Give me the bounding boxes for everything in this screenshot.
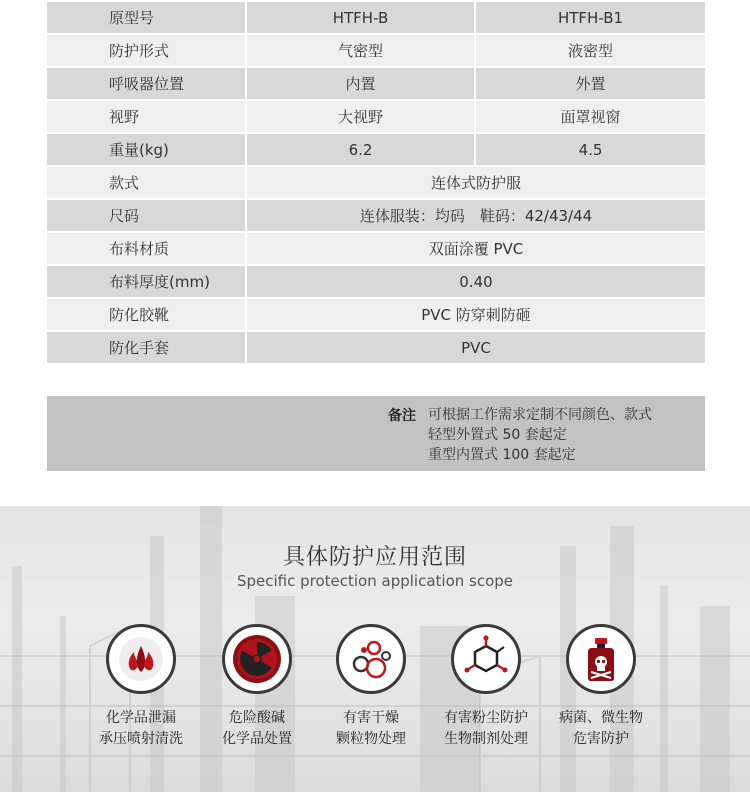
radiation-icon — [222, 624, 292, 694]
row-label: 原型号 — [47, 2, 247, 35]
label-line: 危害防护 — [573, 731, 629, 747]
scope-item-label — [81, 708, 201, 750]
row-label: 尺码 — [47, 200, 247, 233]
cell-value: 连体式防护服 — [247, 167, 705, 200]
molecule-icon — [451, 624, 521, 694]
bubbles-icon — [336, 624, 406, 694]
table-row — [47, 200, 705, 233]
note-line: 重型内置式 100 套起定 — [428, 447, 576, 463]
scope-item — [81, 624, 201, 750]
scope-item — [541, 624, 661, 750]
label-line: 生物制剂处理 — [444, 731, 528, 747]
cell-value: 双面涂覆 PVC — [247, 233, 705, 266]
label-line: 颗粒物处理 — [336, 731, 406, 747]
application-scope-section — [0, 506, 750, 792]
cell-value: 液密型 — [476, 35, 705, 68]
table-row — [47, 68, 705, 101]
row-label: 重量(kg) — [47, 134, 247, 167]
row-label: 防化胶靴 — [47, 299, 247, 332]
scope-item-label — [311, 708, 431, 750]
label-line: 承压喷射清洗 — [99, 731, 183, 747]
note-line: 可根据工作需求定制不同颜色、款式 — [428, 407, 652, 423]
section-subtitle: Specific protection application scope — [236, 572, 514, 590]
flame-drops-icon — [106, 624, 176, 694]
note-lines — [428, 405, 652, 465]
table-row — [47, 167, 705, 200]
row-label: 防化手套 — [47, 332, 247, 365]
table-row — [47, 266, 705, 299]
label-line: 化学品处置 — [222, 731, 292, 747]
row-label: 布料厚度(mm) — [47, 266, 247, 299]
cell-value: PVC 防穿刺防砸 — [247, 299, 705, 332]
table-row — [47, 2, 705, 35]
table-row — [47, 134, 705, 167]
table-row — [47, 101, 705, 134]
row-label: 款式 — [47, 167, 247, 200]
cell-value: 面罩视窗 — [476, 101, 705, 134]
cell-value: 4.5 — [476, 134, 705, 167]
table-row — [47, 299, 705, 332]
table-row — [47, 35, 705, 68]
label-line: 病菌、微生物 — [559, 710, 643, 726]
cell-value: 气密型 — [247, 35, 476, 68]
cell-value: 0.40 — [247, 266, 705, 299]
cell-value: PVC — [247, 332, 705, 365]
scope-item-label — [197, 708, 317, 750]
scope-item-label — [541, 708, 661, 750]
spec-table — [47, 2, 705, 365]
label-line: 有害粉尘防护 — [444, 710, 528, 726]
scope-item — [311, 624, 431, 750]
note-box — [47, 396, 705, 471]
label-line: 化学品泄漏 — [106, 710, 176, 726]
label-line: 有害干燥 — [343, 710, 399, 726]
section-title: 具体防护应用范围 — [282, 545, 467, 570]
row-label: 呼吸器位置 — [47, 68, 247, 101]
cell-value: 大视野 — [247, 101, 476, 134]
label-line: 危险酸碱 — [229, 710, 285, 726]
cell-value: 内置 — [247, 68, 476, 101]
scope-item-label — [426, 708, 546, 750]
poison-bottle-icon — [566, 624, 636, 694]
row-label: 视野 — [47, 101, 247, 134]
note-line: 轻型外置式 50 套起定 — [428, 427, 567, 443]
cell-value: 连体服装：均码 鞋码：42/43/44 — [247, 200, 705, 233]
note-title: 备注 — [388, 408, 416, 424]
cell-value: 外置 — [476, 68, 705, 101]
scope-item — [197, 624, 317, 750]
row-label: 布料材质 — [47, 233, 247, 266]
cell-value: HTFH-B1 — [476, 2, 705, 35]
scope-item — [426, 624, 546, 750]
table-row — [47, 233, 705, 266]
cell-value: HTFH-B — [247, 2, 476, 35]
cell-value: 6.2 — [247, 134, 476, 167]
table-row — [47, 332, 705, 365]
row-label: 防护形式 — [47, 35, 247, 68]
